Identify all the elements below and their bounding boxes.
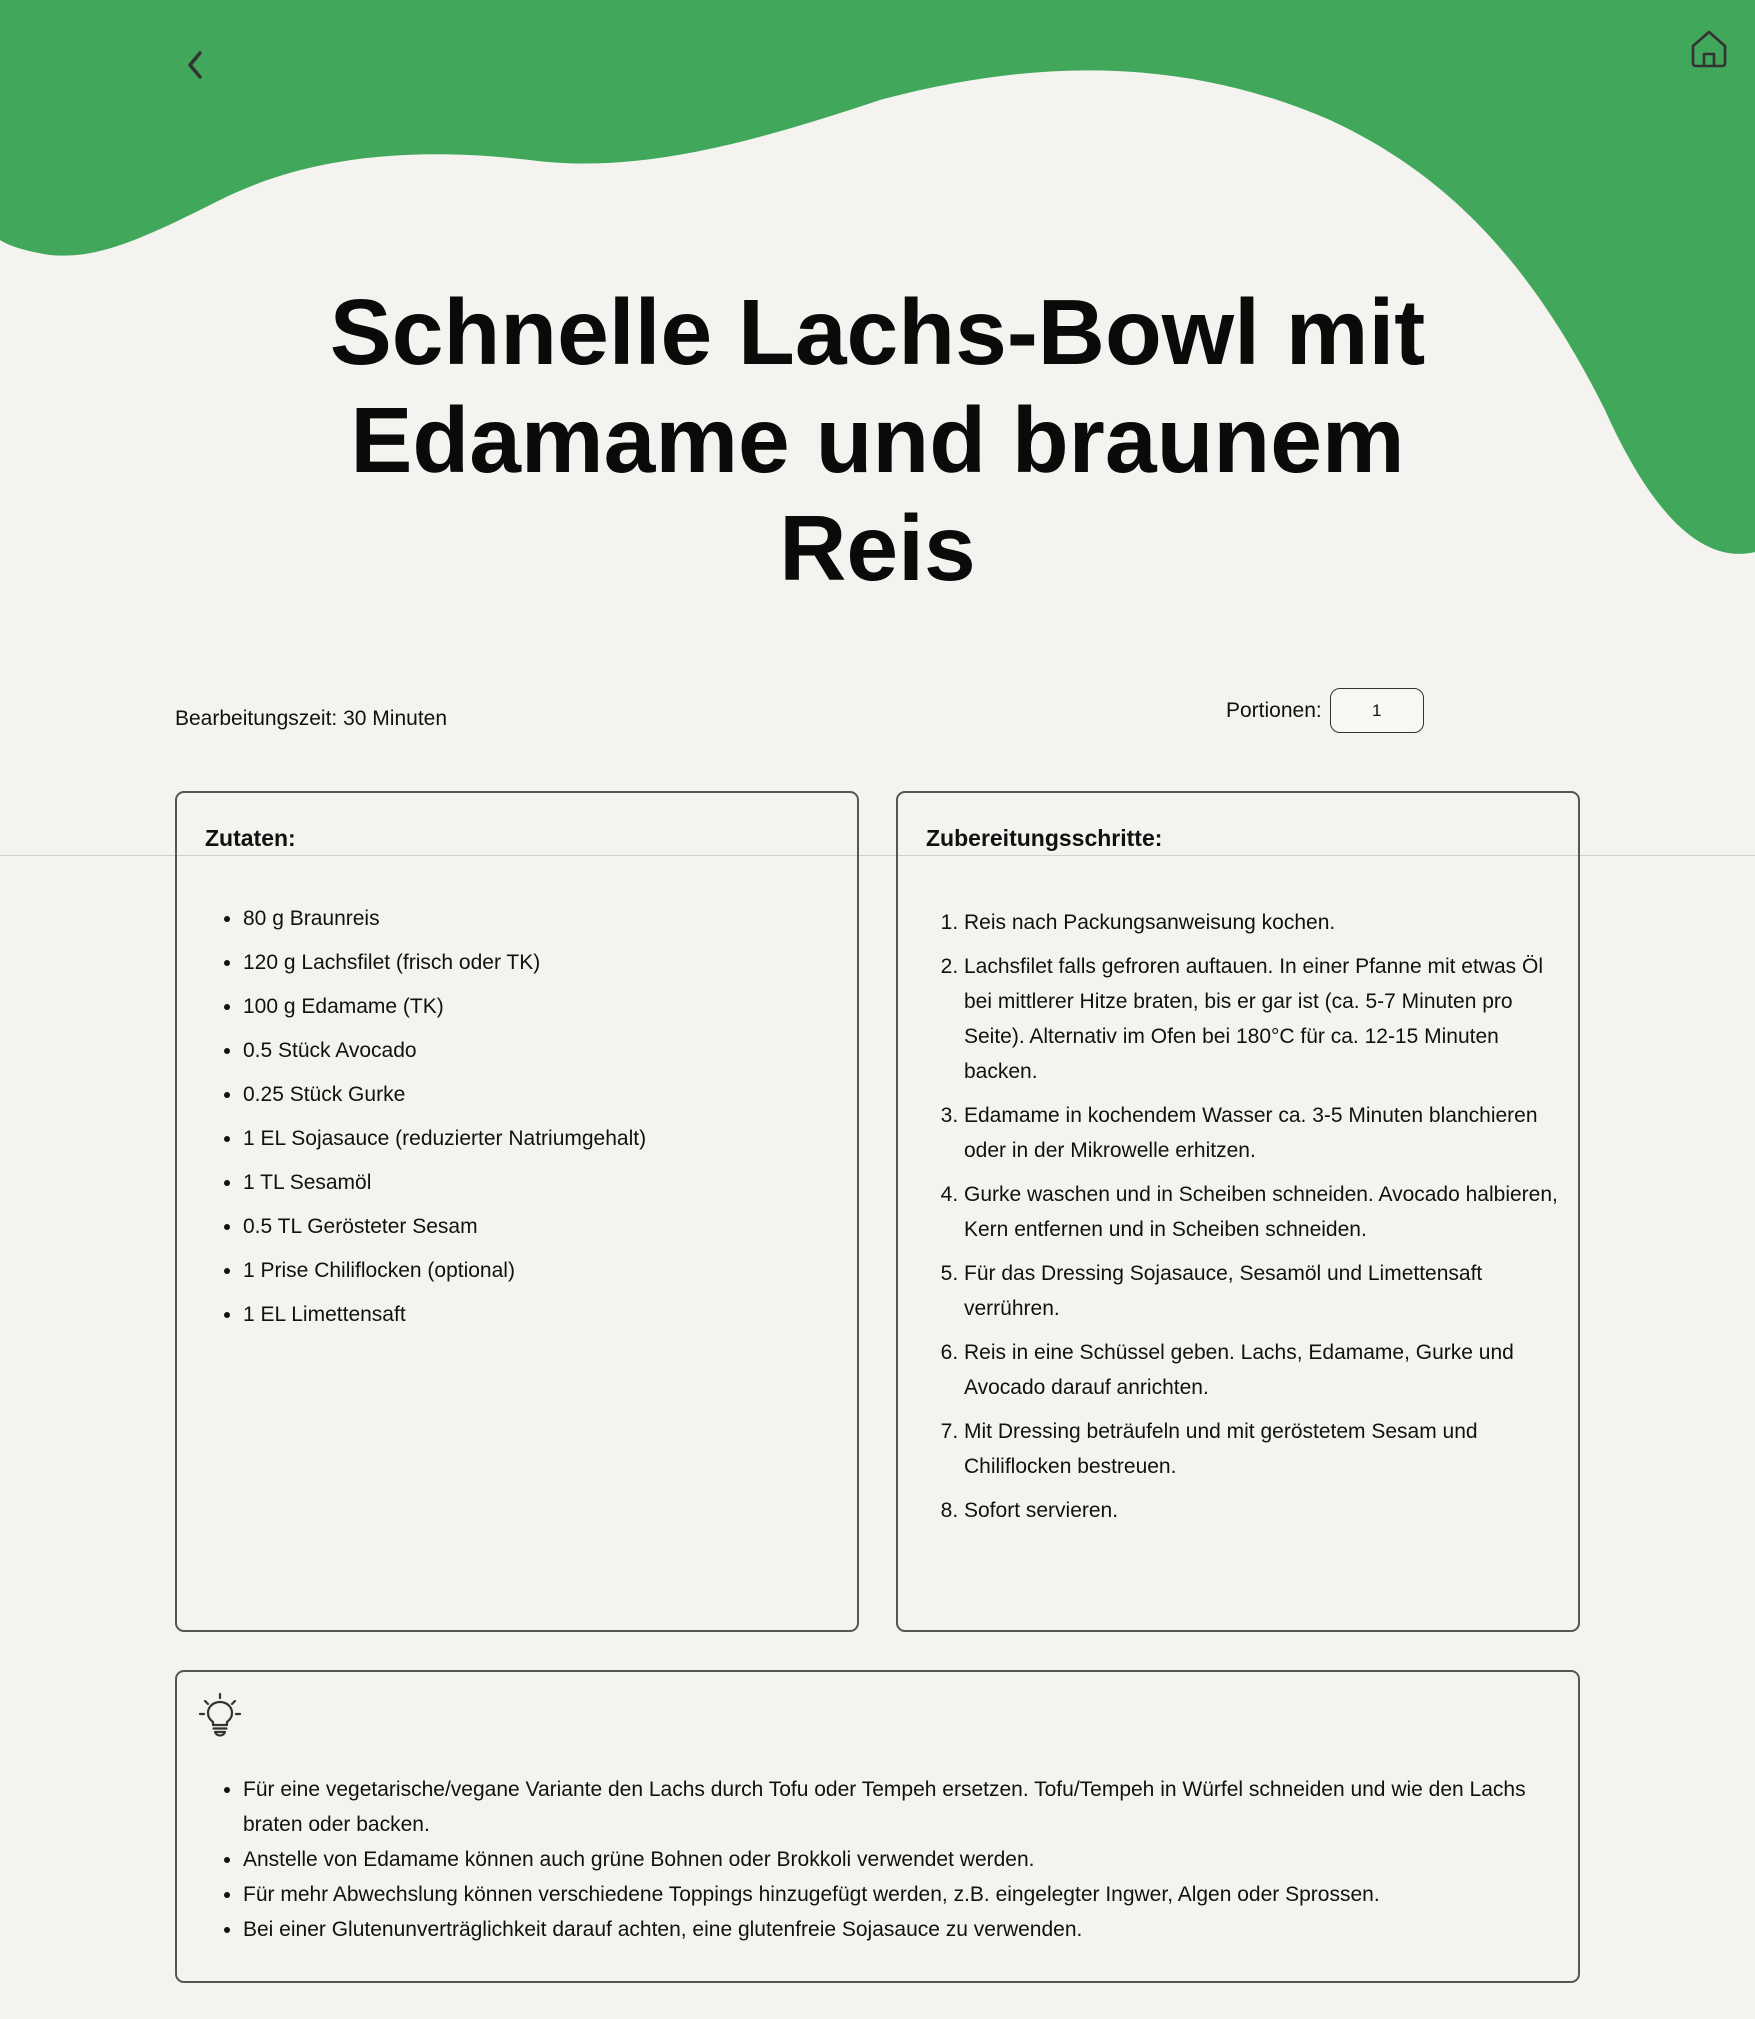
ingredients-list bbox=[205, 905, 646, 1345]
ingredient-item: • 0.25 Stück Gurke bbox=[243, 1081, 646, 1109]
ingredient-item: • 1 TL Sesamöl bbox=[243, 1169, 646, 1197]
step-item: 5. Für das Dressing Sojasauce, Sesamöl und Limettensaft verrühren. bbox=[964, 1256, 1564, 1326]
back-button[interactable] bbox=[175, 45, 215, 85]
ingredients-heading: Zutaten: bbox=[205, 825, 296, 851]
ingredient-item: • 100 g Edamame (TK) bbox=[243, 993, 646, 1021]
ingredient-item: • 1 EL Sojasauce (reduzierter Natriumgehalt) bbox=[243, 1125, 646, 1153]
step-item: 3. Edamame in kochendem Wasser ca. 3-5 Minuten blanchieren oder in der Mikrowelle erhitzen. bbox=[964, 1098, 1564, 1168]
ingredient-item: • 0.5 TL Gerösteter Sesam bbox=[243, 1213, 646, 1241]
step-item: 6. Reis in eine Schüssel geben. Lachs, Edamame, Gurke und Avocado darauf anrichten. bbox=[964, 1335, 1564, 1405]
step-item: 4. Gurke waschen und in Scheiben schneiden. Avocado halbieren, Kern entfernen und in Scheiben schneiden. bbox=[964, 1177, 1564, 1247]
home-button[interactable] bbox=[1687, 26, 1731, 70]
tip-item: • Für mehr Abwechslung können verschiedene Toppings hinzugefügt werden, z.B. eingelegter Ingwer, Algen oder Sprossen. bbox=[243, 1877, 1583, 1912]
steps-heading: Zubereitungsschritte: bbox=[926, 825, 1163, 851]
steps-card bbox=[896, 791, 1580, 1632]
steps-list bbox=[926, 905, 1564, 1537]
prep-time: Bearbeitungszeit: 30 Minuten bbox=[175, 707, 448, 730]
tip-item: • Bei einer Glutenunverträglichkeit darauf achten, eine glutenfreie Sojasauce zu verwenden. bbox=[243, 1912, 1583, 1947]
tip-item: • Für eine vegetarische/vegane Variante den Lachs durch Tofu oder Tempeh ersetzen. Tofu/Tempeh in Würfel schneiden und wie den Lachs braten oder backen. bbox=[243, 1772, 1583, 1842]
portions-input[interactable] bbox=[1330, 688, 1424, 733]
ingredient-item: • 0.5 Stück Avocado bbox=[243, 1037, 646, 1065]
tips-list bbox=[205, 1772, 1583, 1947]
portions-control bbox=[1226, 688, 1424, 733]
portions-label: Portionen: bbox=[1226, 698, 1322, 722]
ingredient-item: • 120 g Lachsfilet (frisch oder TK) bbox=[243, 949, 646, 977]
ingredient-item: • 1 Prise Chiliflocken (optional) bbox=[243, 1257, 646, 1285]
chevron-left-icon bbox=[184, 48, 206, 82]
tip-item: • Anstelle von Edamame können auch grüne Bohnen oder Brokkoli verwendet werden. bbox=[243, 1842, 1583, 1877]
ingredients-card bbox=[175, 791, 859, 1632]
lightbulb-icon bbox=[197, 1692, 243, 1738]
tips-card bbox=[175, 1670, 1580, 1983]
step-item: 2. Lachsfilet falls gefroren auftauen. In einer Pfanne mit etwas Öl bei mittlerer Hitze braten, bis er gar ist (ca. 5-7 Minuten pro Seite). Alternativ im Ofen bei 180°C für ca. 12-15 Minuten backen. bbox=[964, 949, 1564, 1089]
step-item: 7. Mit Dressing beträufeln und mit geröstetem Sesam und Chiliflocken bestreuen. bbox=[964, 1414, 1564, 1484]
ingredient-item: • 1 EL Limettensaft bbox=[243, 1301, 646, 1329]
step-item: 8. Sofort servieren. bbox=[964, 1493, 1564, 1528]
home-icon bbox=[1688, 27, 1730, 69]
recipe-title: Schnelle Lachs-Bowl mit Edamame und braunem Reis bbox=[329, 280, 1426, 600]
ingredient-item: • 80 g Braunreis bbox=[243, 905, 646, 933]
step-item: 1. Reis nach Packungsanweisung kochen. bbox=[964, 905, 1564, 940]
